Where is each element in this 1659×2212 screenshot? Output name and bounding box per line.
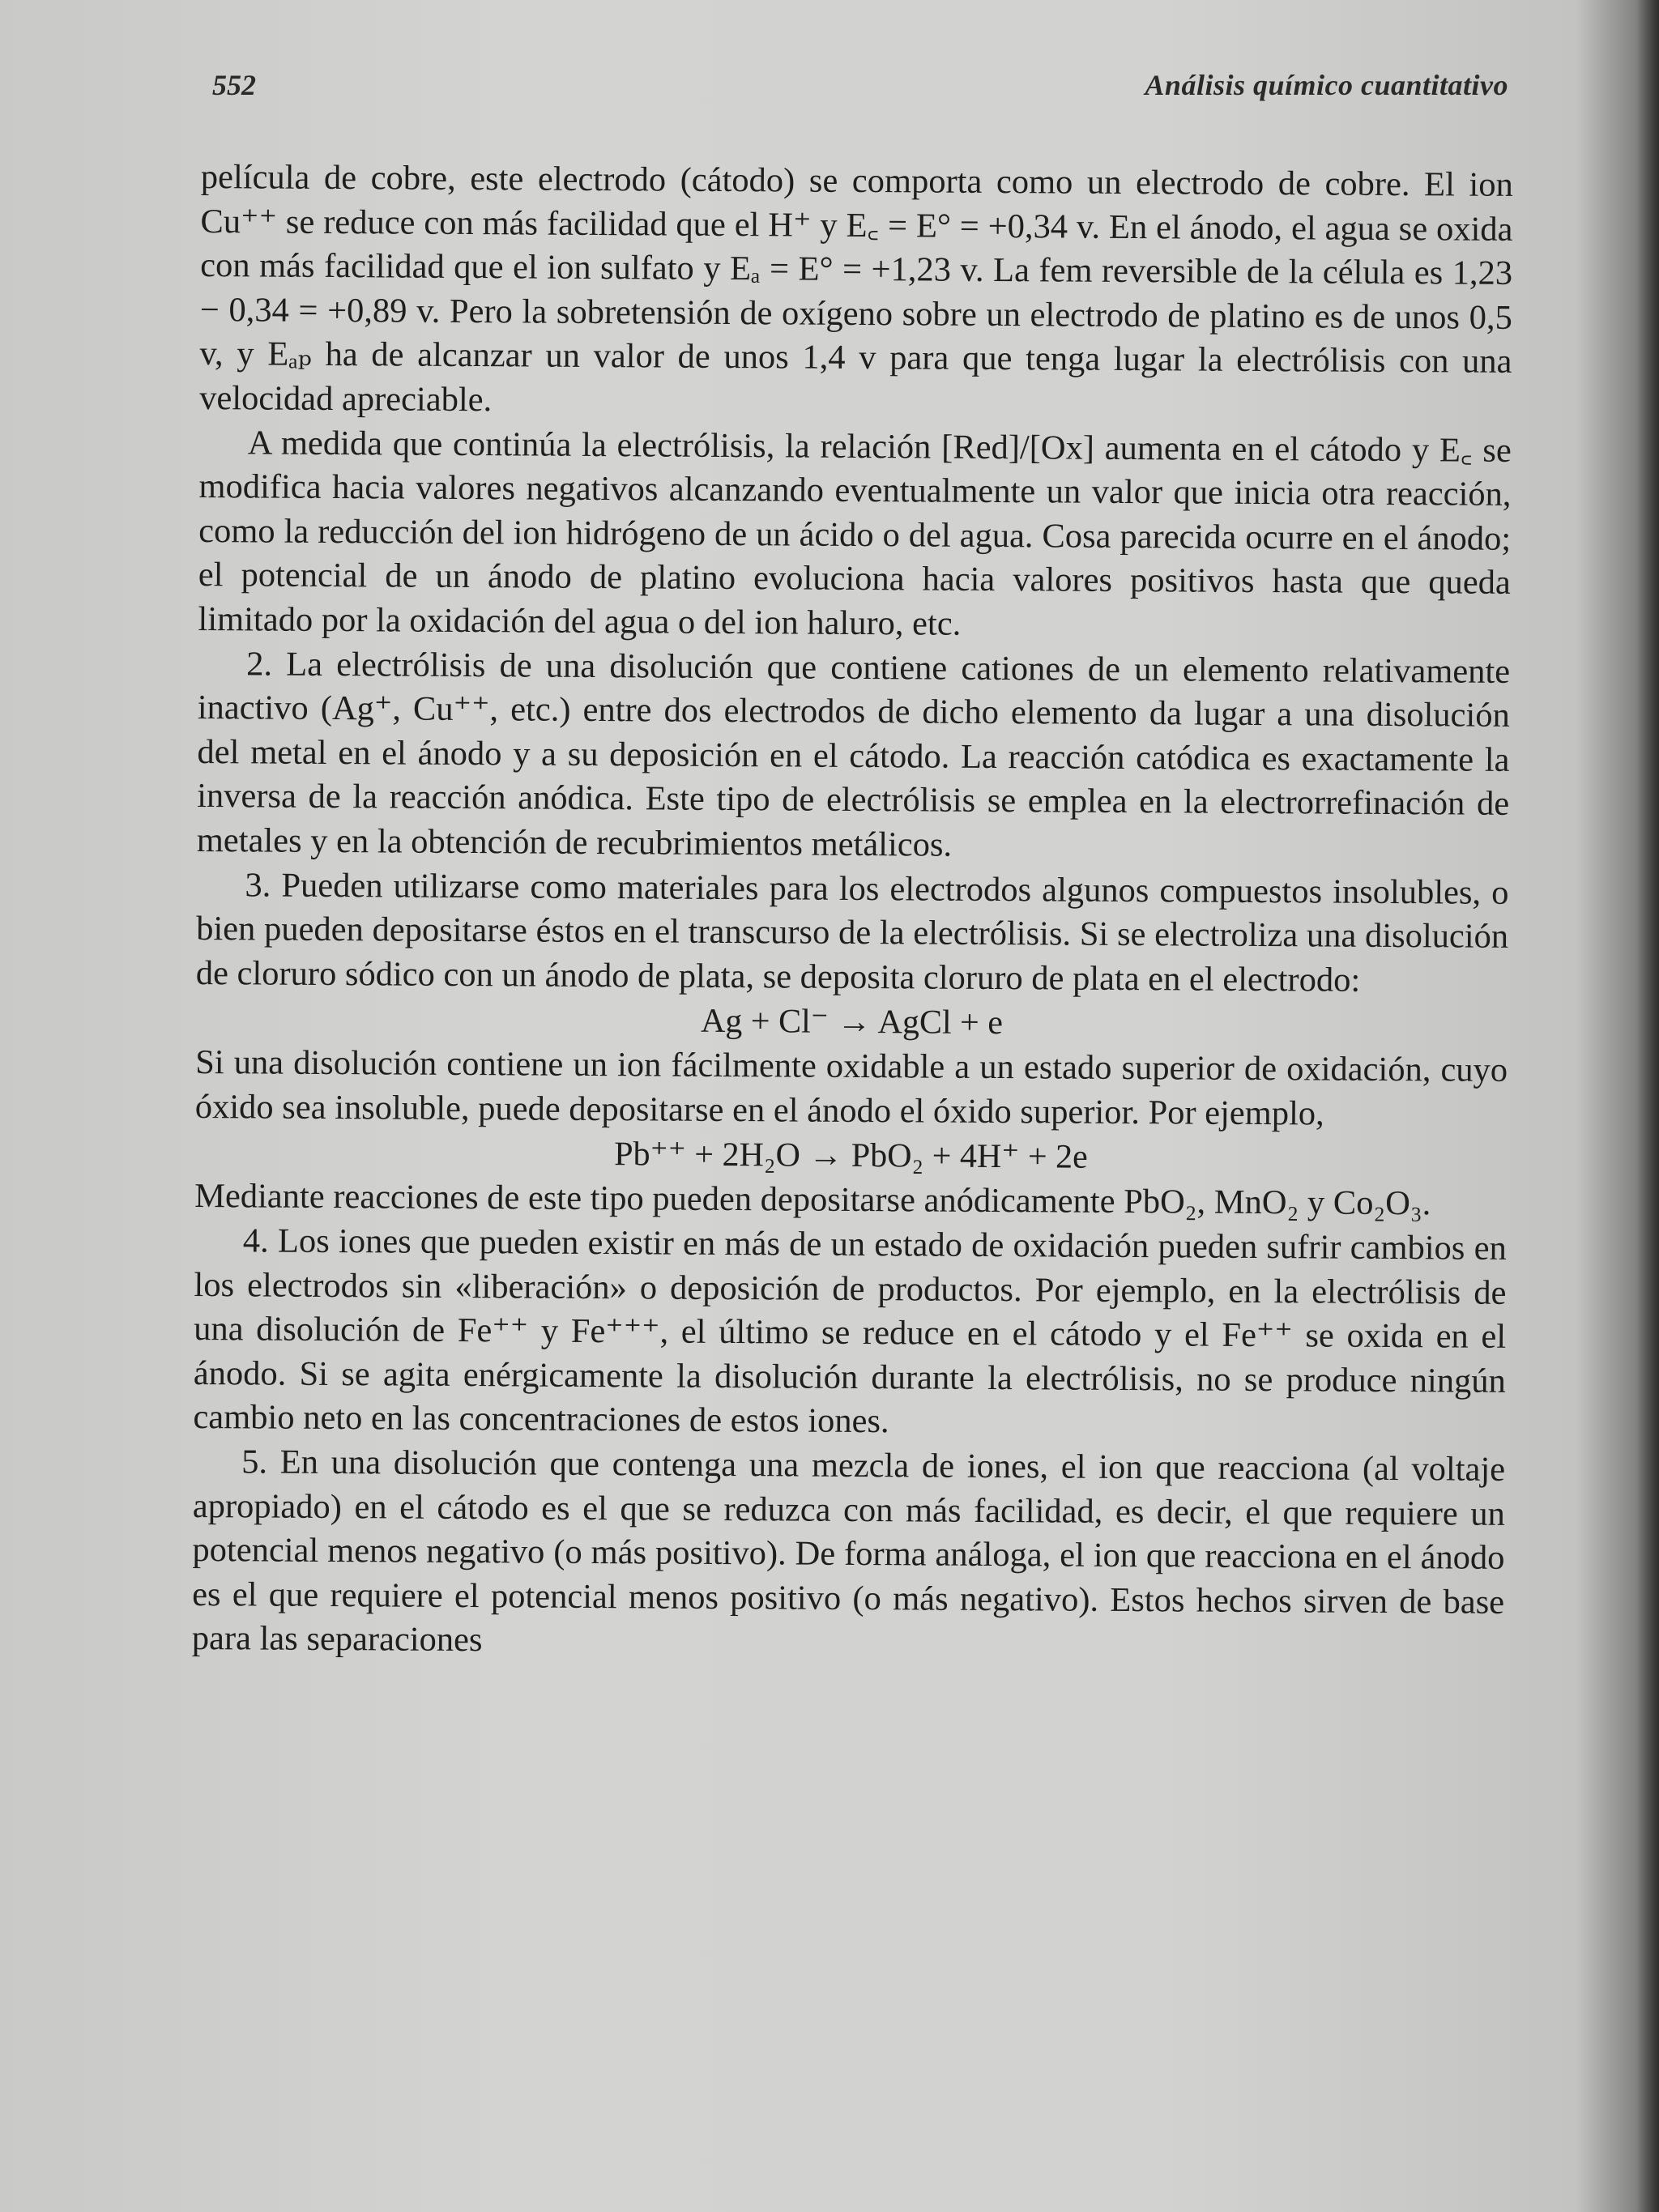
numbered-paragraph: 5. En una disolución que contenga una mezcla de iones, el ion que reacciona (al voltaje apropiado) en el cátodo es el que se reduzca con más facilidad, es decir, el que requiere un potencial menos negativo (o más positivo). De forma análoga, el ion que reacciona en el ánodo es el que requiere el potencial menos positivo (o más negativo). Estos hechos sirven de base para las separaciones	[191, 1443, 1506, 1660]
paragraph: película de cobre, este electrodo (cátodo) se comporta como un electrodo de cobre. El ion Cu⁺⁺ se reduce con más facilidad que el H⁺ y E꜀ = E° = +0,34 v. En el ánodo, el agua se oxida con más facilidad que el ion sulfato y Eₐ = E° = +1,23 v. La fem reversible de la célula es 1,23 − 0,34 = +0,89 v. Pero la sobretensión de oxígeno sobre un electrodo de platino es de unos 0,5 v, y Eₐₚ ha de alcanzar un valor de unos 1,4 v para que tenga lugar la electrólisis con una velocidad apreciable.	[199, 157, 1513, 420]
page-number: 552	[212, 69, 256, 101]
chemical-equation: Pb⁺⁺ + 2H₂O → PbO₂ + 4H⁺ + 2e	[614, 1136, 1088, 1177]
chemical-equation: Ag + Cl⁻ → AgCl + e	[700, 1003, 1004, 1042]
page-body	[192, 156, 1513, 1669]
page-edge-shadow	[1636, 0, 1659, 2212]
numbered-paragraph: 2. La electrólisis de una disolución que contiene cationes de un elemento relativamente inactivo (Ag⁺, Cu⁺⁺, etc.) entre dos electrodos de dicho elemento da lugar a una disolución del metal en el ánodo y a su deposición en el cátodo. La reacción catódica es exactamente la inversa de la reacción anódica. Este tipo de electrólisis se emplea en la electrorrefinación de metales y en la obtención de recubrimientos metálicos.	[196, 644, 1511, 864]
numbered-paragraph: 3. Pueden utilizarse como materiales para los electrodos algunos compuestos insolubles, o bien pueden depositarse éstos en el transcurso de la electrólisis. Si se electroliza una disolución de cloruro sódico con un ánodo de plata, se deposita cloruro de plata en el electrodo:	[195, 865, 1509, 999]
page-header	[212, 68, 1508, 102]
running-title: Análisis químico cuantitativo	[1145, 69, 1508, 101]
numbered-paragraph: 4. Los iones que pueden existir en más de un estado de oxidación pueden sufrir cambios en los electrodos sin «liberación» o deposición de productos. Por ejemplo, en la electrólisis de una disolución de Fe⁺⁺ y Fe⁺⁺⁺, el último se reduce en el cátodo y el Fe⁺⁺ se oxida en el ánodo. Si se agita enérgicamente la disolución durante la electrólisis, no se produce ningún cambio neto en las concentraciones de estos iones.	[193, 1221, 1507, 1441]
paragraph: Si una disolución contiene un ion fácilmente oxidable a un estado superior de oxidación, cuyo óxido sea insoluble, puede depositarse en el ánodo el óxido superior. Por ejemplo,	[194, 1043, 1508, 1133]
paragraph: A medida que continúa la electrólisis, la relación [Red]/[Ox] aumenta en el cátodo y E꜀ se modifica hacia valores negativos alcanzando eventualmente un valor que inicia otra reacción, como la reducción del ion hidrógeno de un ácido o del agua. Cosa parecida ocurre en el ánodo; el potencial de un ánodo de platino evoluciona hacia valores positivos hasta que queda limitado por la oxidación del agua o del ion haluro, etc.	[198, 423, 1512, 643]
paragraph: Mediante reacciones de este tipo pueden depositarse anódicamente PbO₂, MnO₂ y Co₂O₃.	[194, 1177, 1431, 1223]
